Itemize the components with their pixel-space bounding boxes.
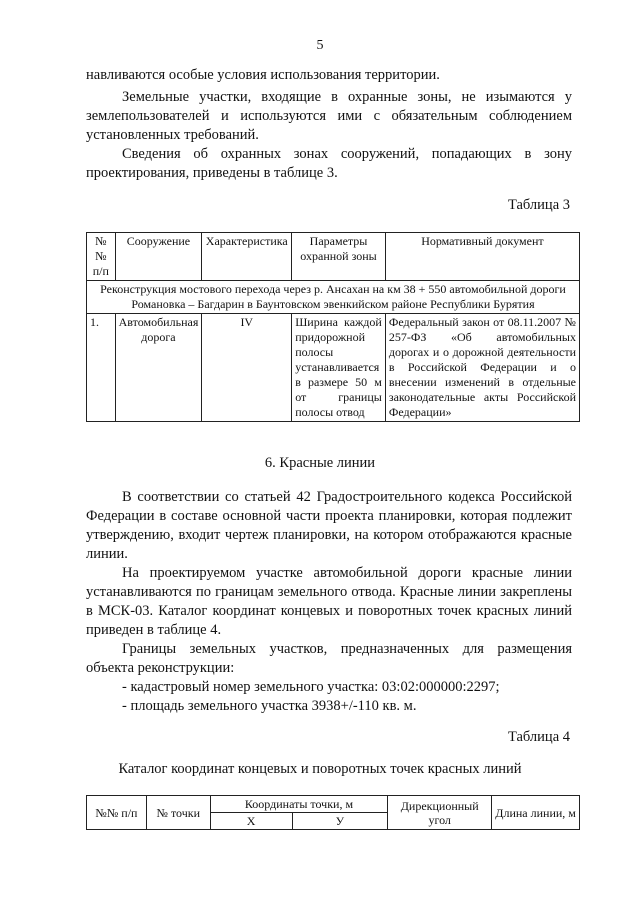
- table-protected-zones: [86, 232, 580, 422]
- table4-header-length: Длина линии, м: [492, 796, 580, 830]
- table3-data-row: [87, 314, 580, 422]
- table4-header-x: X: [210, 813, 292, 830]
- table3-cell-characteristic: IV: [202, 314, 292, 422]
- table3-header-document: Нормативный документ: [385, 233, 579, 281]
- table3-cell-structure: Автомобильная дорога: [115, 314, 202, 422]
- table3-header-characteristic: Характеристика: [202, 233, 292, 281]
- table3-section-title: Реконструкция мостового перехода через р. Ансахан на км 38 + 550 автомобильной дороги Романовка – Багдарин в Баунтовском эвенкийском районе Республики Бурятия: [87, 281, 580, 314]
- table3-header-params: Параметры охранной зоны: [292, 233, 386, 281]
- table3-cell-document: Федеральный закон от 08.11.2007 № 257-ФЗ «Об автомобильных дорогах и о дорожной деятельности в Российской Федерации и о внесении изменений в отдельные законодательные акты Российской Федерации»: [385, 314, 579, 422]
- table3-section-row: [87, 281, 580, 314]
- paragraph-land-plots: Границы земельных участков, предназначенных для размещения объекта реконструкции:: [86, 641, 572, 676]
- table4-title: Каталог координат концевых и поворотных точек красных линий: [118, 761, 522, 777]
- section6-heading: 6. Красные линии: [264, 455, 376, 471]
- paragraph-table3-intro: Сведения об охранных зонах сооружений, попадающих в зону проектирования, приведены в таблице 3.: [86, 146, 572, 181]
- table3-header-num: №№ п/п: [87, 233, 116, 281]
- paragraph-protected-zones: Земельные участки, входящие в охранные зоны, не изымаются у землепользователей и используются ими с обязательным соблюдением установленных требований.: [86, 89, 572, 143]
- paragraph-continuation: навливаются особые условия использования территории.: [86, 67, 440, 83]
- table3-header-structure: Сооружение: [115, 233, 202, 281]
- table3-cell-params: Ширина каждой придорожной полосы устанавливается в размере 50 м от границы полосы отвод: [292, 314, 386, 422]
- table4-header-row-1: [87, 796, 580, 813]
- paragraph-red-lines-legal: В соответствии со статьей 42 Градостроительного кодекса Российской Федерации в составе основной части проекта планировки, которая подлежит утверждению, входит чертеж планировки, на котором отображаются красные линии.: [86, 489, 572, 562]
- table4-header-coords: Координаты точки, м: [210, 796, 388, 813]
- list-item-plot-area: - площадь земельного участка 3938+/-110 кв. м.: [122, 698, 417, 714]
- table4-header-direction: Дирекционный угол: [388, 796, 492, 830]
- table3-cell-num: 1.: [87, 314, 116, 422]
- paragraph-red-lines-boundaries: На проектируемом участке автомобильной дороги красные линии устанавливаются по границам земельного отвода. Красные линии закреплены в МСК-03. Каталог координат концевых и поворотных точек красных линий приведен в таблице 4.: [86, 565, 572, 638]
- table4-caption: Таблица 4: [507, 729, 570, 745]
- table4-header-y: У: [292, 813, 388, 830]
- page-number: 5: [316, 38, 324, 53]
- list-item-cadastral-number: - кадастровый номер земельного участка: 03:02:000000:2297;: [122, 679, 500, 695]
- table3-caption: Таблица 3: [507, 197, 570, 213]
- table3-header-row: [87, 233, 580, 281]
- table4-header-num: №№ п/п: [87, 796, 147, 830]
- table-red-line-coordinates: [86, 795, 580, 830]
- table4-header-point: № точки: [146, 796, 210, 830]
